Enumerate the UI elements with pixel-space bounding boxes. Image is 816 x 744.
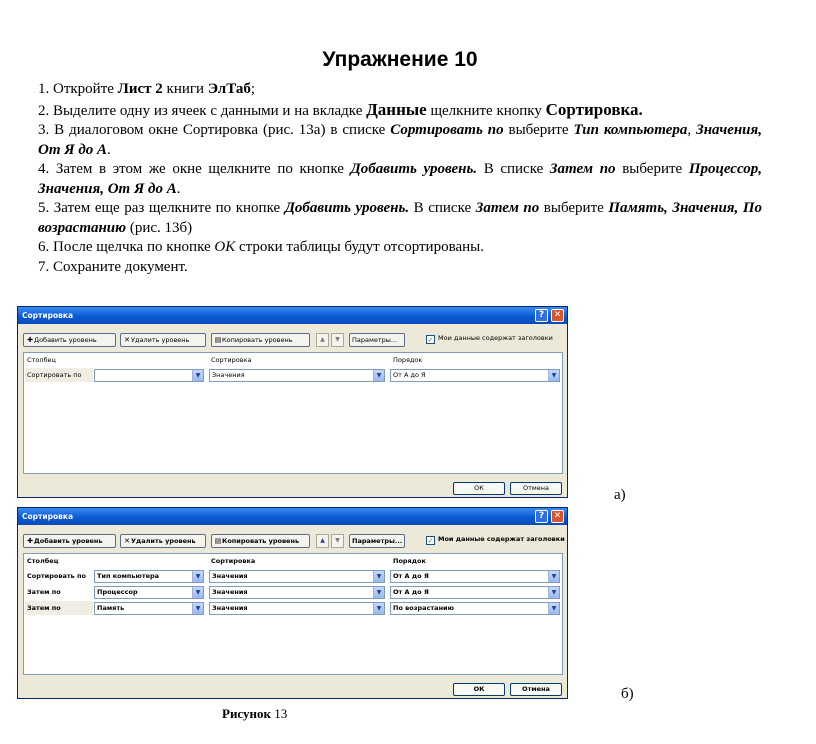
chevron-down-icon: ▼ xyxy=(373,571,384,582)
column-select[interactable]: Память ▼ xyxy=(94,602,204,615)
move-up-button[interactable]: ▲ xyxy=(316,333,329,347)
copy-icon: ▤ xyxy=(214,336,222,344)
sort-on-select[interactable]: Значения ▼ xyxy=(209,602,385,615)
order-header: Порядок xyxy=(393,557,426,565)
level-label[interactable]: Затем по xyxy=(25,601,93,615)
help-button[interactable]: ? xyxy=(535,309,548,322)
delete-level-button[interactable]: ✕Удалить уровень xyxy=(120,534,206,548)
step-7: 7. Сохраните документ. xyxy=(38,258,188,275)
delete-icon: ✕ xyxy=(124,537,130,545)
order-select[interactable]: От А до Я ▼ xyxy=(390,586,560,599)
sort-on-select[interactable]: Значения ▼ xyxy=(209,369,385,382)
chevron-down-icon: ▼ xyxy=(192,571,203,582)
chevron-down-icon: ▼ xyxy=(548,587,559,598)
move-up-button[interactable]: ▲ xyxy=(316,534,329,548)
move-down-button[interactable]: ▼ xyxy=(331,333,344,347)
add-level-button[interactable]: ✚Добавить уровень xyxy=(23,534,116,548)
options-button[interactable]: Параметры... xyxy=(349,333,405,347)
sort-levels-grid xyxy=(23,553,563,675)
step-6: 6. После щелчка по кнопке ОК строки таблицы будут отсортированы. xyxy=(38,239,484,255)
step-1: 1. Откройте Лист 2 книги ЭлТаб; xyxy=(38,81,256,97)
level-label[interactable]: Сортировать по xyxy=(27,572,86,580)
level-label[interactable]: Затем по xyxy=(27,588,61,596)
copy-icon: ▤ xyxy=(214,537,222,545)
order-select[interactable]: По возрастанию ▼ xyxy=(390,602,560,615)
header-checkbox-label: Мои данные содержат заголовки xyxy=(438,334,553,342)
chevron-down-icon: ▼ xyxy=(548,603,559,614)
chevron-down-icon: ▼ xyxy=(548,571,559,582)
step-5: 5. Затем еще раз щелкните по кнопке Добавить уровень. В списке Затем по выберите Память, Значения, По возрастанию (рис. 13б) xyxy=(38,200,762,236)
chevron-down-icon: ▼ xyxy=(373,587,384,598)
close-button[interactable]: ✕ xyxy=(551,510,564,523)
add-level-icon: ✚ xyxy=(27,336,33,344)
step-2: 2. Выделите одну из ячеек с данными и на вкладке Данные щелкните кнопку Сортировка. xyxy=(38,99,643,119)
sort-on-select[interactable]: Значения ▼ xyxy=(209,570,385,583)
move-down-button[interactable]: ▼ xyxy=(331,534,344,548)
sort-dialog-a xyxy=(17,306,568,498)
step-4: 4. Затем в этом же окне щелкните по кнопке Добавить уровень. В списке Затем по выберите Процессор, Значения, От Я до А. xyxy=(38,161,762,197)
order-select[interactable]: От А до Я ▼ xyxy=(390,369,560,382)
column-select[interactable]: Тип компьютера ▼ xyxy=(94,570,204,583)
cancel-button[interactable]: Отмена xyxy=(510,683,562,696)
dialog-title: Сортировка xyxy=(18,508,567,525)
level-label[interactable]: Сортировать по xyxy=(25,368,93,382)
step-3: 3. В диалоговом окне Сортировка (рис. 13а) в списке Сортировать по выберите Тип компьютера, Значения, От Я до А. xyxy=(38,122,763,158)
ok-button[interactable]: ОК xyxy=(453,482,505,495)
sort-on-header: Сортировка xyxy=(211,356,252,364)
copy-level-button[interactable]: ▤Копировать уровень xyxy=(211,534,310,548)
figure-caption: Рисунок 13 xyxy=(222,706,288,721)
order-select[interactable]: От А до Я ▼ xyxy=(390,570,560,583)
header-checkbox[interactable]: ✓ xyxy=(427,537,434,545)
column-header: Столбец xyxy=(27,557,59,565)
help-button[interactable]: ? xyxy=(535,510,548,523)
sort-on-select[interactable]: Значения ▼ xyxy=(209,586,385,599)
dialog-title: Сортировка xyxy=(18,307,567,324)
options-button[interactable]: Параметры... xyxy=(349,534,405,548)
column-select[interactable]: Процессор ▼ xyxy=(94,586,204,599)
column-header: Столбец xyxy=(27,356,56,364)
sort-dialog-b xyxy=(17,507,568,699)
cancel-button[interactable]: Отмена xyxy=(510,482,562,495)
chevron-down-icon: ▼ xyxy=(373,370,384,381)
add-level-icon: ✚ xyxy=(27,537,33,545)
header-checkbox[interactable]: ✓ xyxy=(427,336,434,344)
copy-level-button[interactable]: ▤Копировать уровень xyxy=(211,333,310,347)
figure-label-a: а) xyxy=(614,487,626,503)
delete-level-button[interactable]: ✕Удалить уровень xyxy=(120,333,206,347)
column-select[interactable] xyxy=(94,369,204,382)
instructions xyxy=(38,80,762,277)
delete-icon: ✕ xyxy=(124,336,130,344)
figure-label-b: б) xyxy=(621,686,634,702)
order-header: Порядок xyxy=(393,356,423,364)
chevron-down-icon: ▼ xyxy=(192,587,203,598)
add-level-button[interactable]: ✚Добавить уровень xyxy=(23,333,116,347)
sort-on-header: Сортировка xyxy=(211,557,256,565)
exercise-title: Упражнение 10 xyxy=(322,48,478,71)
chevron-down-icon: ▼ xyxy=(548,370,559,381)
sort-levels-grid xyxy=(23,352,563,474)
ok-button[interactable]: ОК xyxy=(453,683,505,696)
close-button[interactable]: ✕ xyxy=(551,309,564,322)
header-checkbox-label: Мои данные содержат заголовки xyxy=(438,535,565,543)
chevron-down-icon: ▼ xyxy=(192,370,203,381)
chevron-down-icon: ▼ xyxy=(373,603,384,614)
chevron-down-icon: ▼ xyxy=(192,603,203,614)
